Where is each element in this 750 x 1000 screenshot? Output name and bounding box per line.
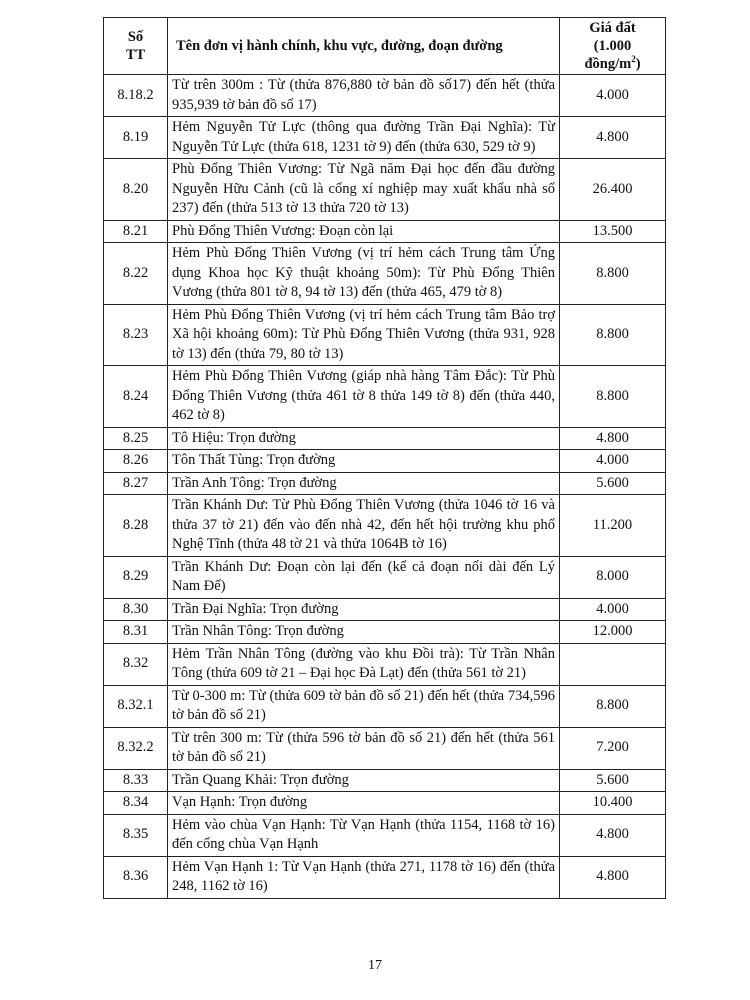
row-number: 8.18.2 (104, 75, 168, 117)
row-price: 8.800 (560, 366, 666, 428)
table-row (104, 75, 666, 117)
row-name: Hẻm Phù Đổng Thiên Vương (vị trí hẻm cách Trung tâm Ứng dụng Khoa học Kỹ thuật khoảng 50m): Từ Phù Đổng Thiên Vương (thửa 801 tờ 8, 94 tờ 13) đến (thửa 465, 479 tờ 8) (168, 243, 560, 305)
header-no (104, 18, 168, 75)
header-price-line1: Giá đất (589, 20, 636, 36)
row-number: 8.19 (104, 117, 168, 159)
table-row (104, 556, 666, 598)
row-name: Từ trên 300 m: Từ (thửa 596 tờ bản đồ số 21) đến hết (thửa 561 tờ bản đồ số 21) (168, 727, 560, 769)
row-name: Trần Khánh Dư: Đoạn còn lại đến (kể cả đoạn nối dài đến Lý Nam Đế) (168, 556, 560, 598)
header-price-suffix: ) (635, 56, 641, 72)
row-name: Phù Đổng Thiên Vương: Đoạn còn lại (168, 220, 560, 243)
table-row (104, 243, 666, 305)
table-row (104, 304, 666, 366)
table-row (104, 685, 666, 727)
table-row (104, 856, 666, 898)
row-price: 8.800 (560, 243, 666, 305)
table-row (104, 792, 666, 815)
land-price-table (103, 17, 666, 899)
row-number: 8.33 (104, 769, 168, 792)
row-name: Tô Hiệu: Trọn đường (168, 427, 560, 450)
row-price: 4.800 (560, 427, 666, 450)
header-price-unit: (1.000 đồng/m (584, 38, 632, 72)
row-name: Tôn Thất Tùng: Trọn đường (168, 450, 560, 473)
row-price: 5.600 (560, 769, 666, 792)
header-name: Tên đơn vị hành chính, khu vực, đường, đoạn đường (168, 18, 560, 75)
row-name: Trần Nhân Tông: Trọn đường (168, 621, 560, 644)
row-name: Hẻm Phù Đổng Thiên Vương (giáp nhà hàng Tâm Đắc): Từ Phù Đổng Thiên Vương (thửa 461 tờ 8 thửa 149 tờ 8) đến (thửa 440, 462 tờ 8) (168, 366, 560, 428)
row-number: 8.22 (104, 243, 168, 305)
header-price (560, 18, 666, 75)
row-number: 8.20 (104, 159, 168, 221)
row-name: Từ 0-300 m: Từ (thửa 609 tờ bản đồ số 21) đến hết (thửa 734,596 tờ bản đồ số 21) (168, 685, 560, 727)
row-price: 12.000 (560, 621, 666, 644)
row-name: Trần Quang Khải: Trọn đường (168, 769, 560, 792)
row-price: 4.000 (560, 75, 666, 117)
land-price-table-container (103, 17, 665, 899)
row-number: 8.35 (104, 814, 168, 856)
row-number: 8.25 (104, 427, 168, 450)
row-name: Trần Khánh Dư: Từ Phù Đổng Thiên Vương (thửa 1046 tờ 16 và thửa 37 tờ 21) đến vào đến nhà 42, đến hết hội trường khu phố Nghệ Tĩnh (thửa 48 tờ 21 và thửa 1064B tờ 16) (168, 495, 560, 557)
row-number: 8.29 (104, 556, 168, 598)
row-price: 26.400 (560, 159, 666, 221)
table-row (104, 769, 666, 792)
row-name: Hẻm Vạn Hạnh 1: Từ Vạn Hạnh (thửa 271, 1178 tờ 16) đến (thửa 248, 1162 tờ 16) (168, 856, 560, 898)
row-name: Hẻm Phù Đổng Thiên Vương (vị trí hẻm cách Trung tâm Bảo trợ Xã hội khoảng 60m): Từ Phù Đổng Thiên Vương (thửa 931, 928 tờ 13) đến (thửa 79, 80 tờ 13) (168, 304, 560, 366)
table-row (104, 366, 666, 428)
table-row (104, 643, 666, 685)
row-price: 4.800 (560, 117, 666, 159)
header-no-line2: TT (125, 47, 146, 63)
row-price: 8.000 (560, 556, 666, 598)
row-number: 8.32 (104, 643, 168, 685)
table-row (104, 472, 666, 495)
table-header-row (104, 18, 666, 75)
row-number: 8.27 (104, 472, 168, 495)
row-price: 8.800 (560, 685, 666, 727)
table-body (104, 75, 666, 899)
table-row (104, 427, 666, 450)
header-no-line1: Số (127, 29, 144, 45)
row-name: Vạn Hạnh: Trọn đường (168, 792, 560, 815)
row-name: Trần Đại Nghĩa: Trọn đường (168, 598, 560, 621)
row-number: 8.31 (104, 621, 168, 644)
row-price: 7.200 (560, 727, 666, 769)
row-price (560, 643, 666, 685)
row-price: 10.400 (560, 792, 666, 815)
row-number: 8.28 (104, 495, 168, 557)
row-number: 8.32.1 (104, 685, 168, 727)
table-row (104, 220, 666, 243)
table-row (104, 495, 666, 557)
header-price-sup: 2 (631, 54, 636, 65)
row-name: Từ trên 300m : Từ (thửa 876,880 tờ bản đồ số17) đến hết (thửa 935,939 tờ bản đồ số 17) (168, 75, 560, 117)
row-name: Hẻm Nguyễn Tử Lực (thông qua đường Trần Đại Nghĩa): Từ Nguyễn Tử Lực (thửa 618, 1231 tờ 9) đến (thửa 630, 529 tờ 9) (168, 117, 560, 159)
page-number: 17 (368, 958, 382, 973)
table-row (104, 727, 666, 769)
table-row (104, 159, 666, 221)
row-price: 4.800 (560, 856, 666, 898)
row-price: 13.500 (560, 220, 666, 243)
row-price: 4.800 (560, 814, 666, 856)
row-price: 4.000 (560, 598, 666, 621)
table-row (104, 117, 666, 159)
row-name: Trần Anh Tông: Trọn đường (168, 472, 560, 495)
row-number: 8.21 (104, 220, 168, 243)
row-name: Hẻm Trần Nhân Tông (đường vào khu Đồi trà): Từ Trần Nhân Tông (thửa 609 tờ 21 – Đại học Đà Lạt) đến (thửa 561 tờ 21) (168, 643, 560, 685)
row-name: Hẻm vào chùa Vạn Hạnh: Từ Vạn Hạnh (thửa 1154, 1168 tờ 16) đến cổng chùa Vạn Hạnh (168, 814, 560, 856)
row-price: 5.600 (560, 472, 666, 495)
row-number: 8.24 (104, 366, 168, 428)
row-number: 8.34 (104, 792, 168, 815)
row-price: 11.200 (560, 495, 666, 557)
row-number: 8.30 (104, 598, 168, 621)
row-number: 8.23 (104, 304, 168, 366)
table-row (104, 450, 666, 473)
table-row (104, 621, 666, 644)
row-name: Phù Đổng Thiên Vương: Từ Ngã năm Đại học đến đầu đường Nguyễn Hữu Cảnh (cũ là cổng xí nghiệp may xuất khẩu nhà số 237) đến (thửa 513 tờ 13 thửa 720 tờ 13) (168, 159, 560, 221)
row-price: 4.000 (560, 450, 666, 473)
row-number: 8.36 (104, 856, 168, 898)
row-number: 8.26 (104, 450, 168, 473)
row-price: 8.800 (560, 304, 666, 366)
row-number: 8.32.2 (104, 727, 168, 769)
table-row (104, 814, 666, 856)
table-row (104, 598, 666, 621)
